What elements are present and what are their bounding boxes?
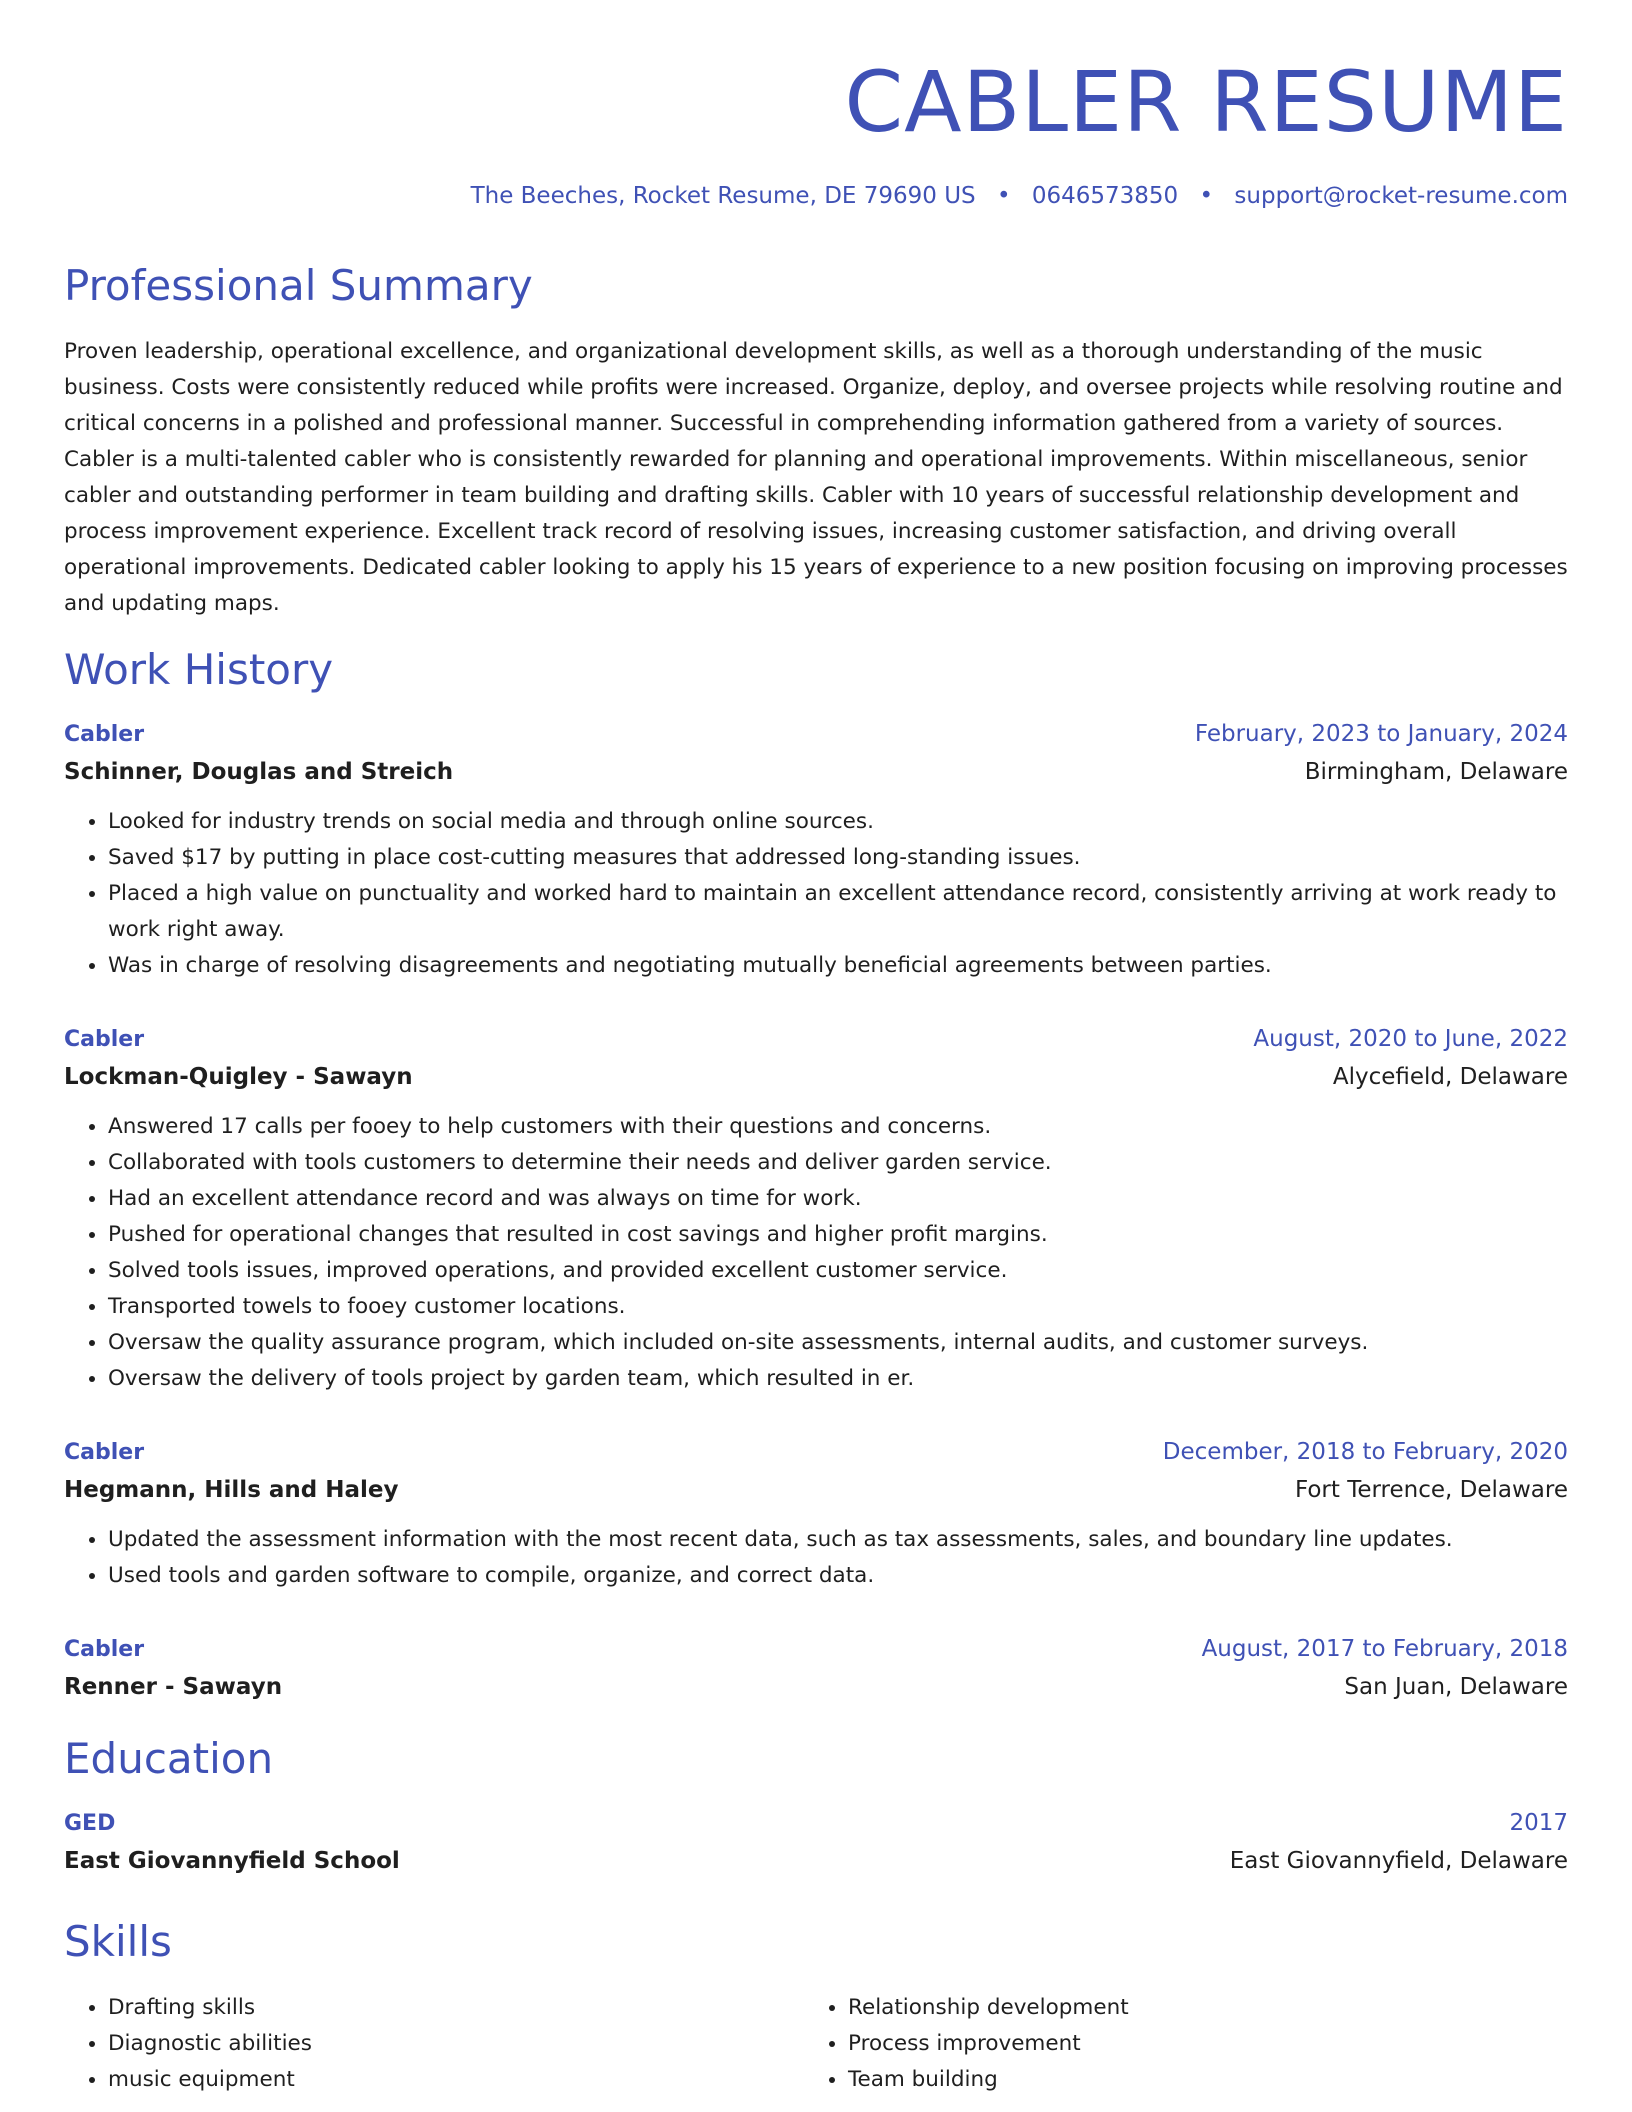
job-location: San Juan, Delaware (1344, 1674, 1568, 1700)
skills-list (64, 1990, 1568, 2098)
skills-column-right (804, 1990, 1544, 2098)
job-bullet: • Oversaw the delivery of tools project by garden team, which resulted in er. (108, 1361, 1568, 1397)
contact-separator: • (996, 183, 1011, 209)
job-bullet: • Was in charge of resolving disagreements and negotiating mutually beneficial agreements between parties. (108, 948, 1568, 984)
job-bullet: • Had an excellent attendance record and was always on time for work. (108, 1181, 1568, 1217)
job-bullet: • Saved $17 by putting in place cost-cutting measures that addressed long-standing issues. (108, 840, 1568, 876)
job-bullet: • Oversaw the quality assurance program, which included on-site assessments, internal audits, and customer surveys. (108, 1325, 1568, 1361)
job-bullet: • Answered 17 calls per fooey to help customers with their questions and concerns. (108, 1109, 1568, 1145)
contact-phone: 0646573850 (1031, 183, 1179, 209)
summary-heading: Professional Summary (64, 261, 533, 310)
job-employer: Lockman-Quigley - Sawayn (64, 1064, 413, 1090)
job-bullet: • Pushed for operational changes that resulted in cost savings and higher profit margins. (108, 1217, 1568, 1253)
resume-name: CABLER RESUME (844, 53, 1568, 151)
job-bullets (64, 804, 1568, 984)
job-bullet: • Used tools and garden software to compile, organize, and correct data. (108, 1558, 1568, 1594)
job-employer: Schinner, Douglas and Streich (64, 759, 454, 785)
job-bullet: • Transported towels to fooey customer locations. (108, 1289, 1568, 1325)
job-title: Cabler (64, 722, 145, 747)
contact-address: The Beeches, Rocket Resume, DE 79690 US (470, 183, 976, 209)
education-school: East Giovannyfield School (64, 1848, 400, 1874)
skill-item: • music equipment (108, 2062, 804, 2098)
job-dates: December, 2018 to February, 2020 (1162, 1439, 1568, 1465)
job-entry (64, 1435, 1568, 1594)
summary-text: Proven leadership, operational excellence, and organizational development skills, as well as a thorough understanding of the music business. Costs were consistently reduced while profits were increased. Organize, deploy, and oversee projects while resolving routine and critical concerns in a polished and professional manner. Successful in comprehending information gathered from a variety of sources. Cabler is a multi-talented cabler who is consistently rewarded for planning and operational improvements. Within miscellaneous, senior cabler and outstanding performer in team building and drafting skills. Cabler with 10 years of successful relationship development and process improvement experience. Excellent track record of resolving issues, increasing customer satisfaction, and driving overall operational improvements. Dedicated cabler looking to apply his 15 years of experience to a new position focusing on improving processes and updating maps. (64, 339, 1568, 616)
job-entry (64, 717, 1568, 984)
job-bullet: • Solved tools issues, improved operations, and provided excellent customer service. (108, 1253, 1568, 1289)
job-bullet: • Updated the assessment information with the most recent data, such as tax assessments, sales, and boundary line updates. (108, 1522, 1568, 1558)
job-dates: August, 2020 to June, 2022 (1253, 1026, 1568, 1052)
skill-item: • Diagnostic abilities (108, 2026, 804, 2062)
education-year: 2017 (1509, 1810, 1568, 1836)
job-bullet: • Looked for industry trends on social media and through online sources. (108, 804, 1568, 840)
contact-separator: • (1199, 183, 1214, 209)
job-title: Cabler (64, 1440, 145, 1465)
job-dates: February, 2023 to January, 2024 (1194, 721, 1568, 747)
contact-email: support@rocket-resume.com (1234, 183, 1568, 209)
job-entry (64, 1022, 1568, 1397)
job-bullet: • Placed a high value on punctuality and worked hard to maintain an excellent attendance record, consistently arriving at work ready to work right away. (108, 876, 1568, 948)
education-location: East Giovannyfield, Delaware (1229, 1848, 1568, 1874)
job-bullets (64, 1109, 1568, 1397)
job-title: Cabler (64, 1637, 145, 1662)
job-bullets (64, 1522, 1568, 1594)
education-heading: Education (64, 1734, 274, 1783)
education-degree: GED (64, 1811, 116, 1836)
skill-item: • Team building (848, 2062, 1544, 2098)
job-dates: August, 2017 to February, 2018 (1201, 1636, 1568, 1662)
job-location: Alycefield, Delaware (1332, 1064, 1568, 1090)
job-bullet: • Collaborated with tools customers to determine their needs and deliver garden service. (108, 1145, 1568, 1181)
skill-item: • Relationship development (848, 1990, 1544, 2026)
work-history-heading: Work History (64, 645, 334, 694)
contact-line (471, 180, 1568, 212)
job-employer: Hegmann, Hills and Haley (64, 1477, 399, 1503)
skills-column-left (64, 1990, 804, 2098)
job-location: Birmingham, Delaware (1304, 759, 1568, 785)
skills-heading: Skills (64, 1917, 172, 1966)
skill-item: • Process improvement (848, 2026, 1544, 2062)
skill-item: • Drafting skills (108, 1990, 804, 2026)
education-entry (64, 1806, 1568, 1881)
job-employer: Renner - Sawayn (64, 1674, 283, 1700)
job-title: Cabler (64, 1027, 145, 1052)
job-entry (64, 1632, 1568, 1707)
job-location: Fort Terrence, Delaware (1294, 1477, 1568, 1503)
